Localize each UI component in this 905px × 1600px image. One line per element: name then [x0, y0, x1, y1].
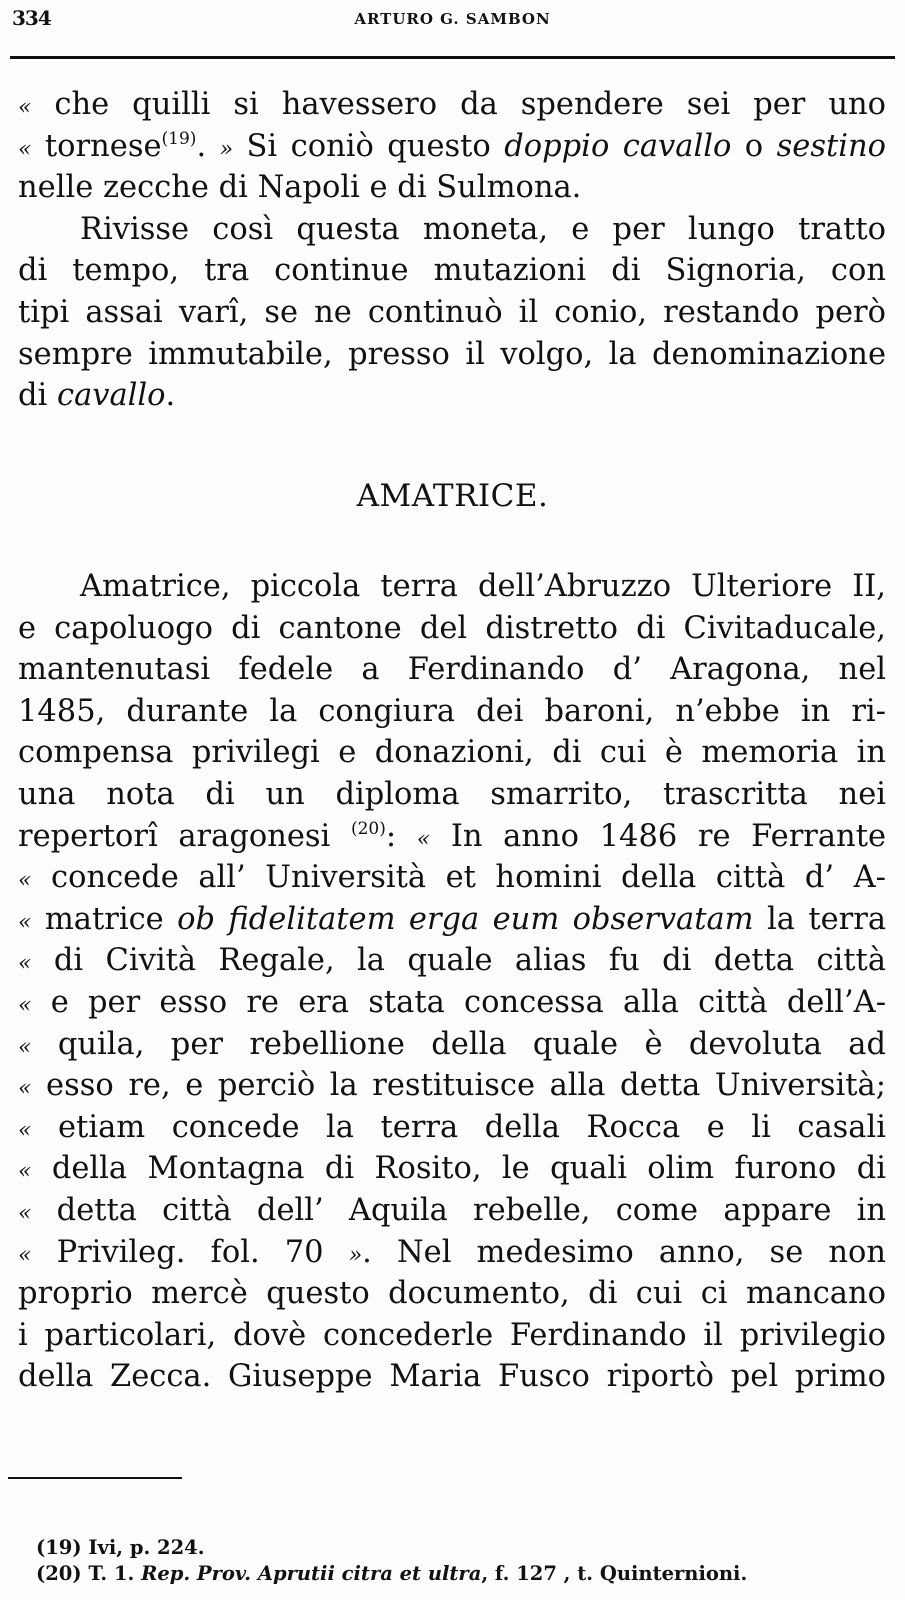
text-line [18, 816, 886, 858]
quote-mark: « [18, 1076, 32, 1102]
text-run: (19) Ivi, p. 224. [36, 1536, 205, 1559]
quote-mark: « [18, 95, 32, 120]
quote-mark: « [18, 136, 32, 162]
text-line [18, 1273, 886, 1315]
text-run: che quilli si havessero da spendere sei per uno [31, 87, 886, 122]
text-line [18, 940, 886, 982]
text-run: , f. 127 , t. Quinternioni. [481, 1562, 748, 1585]
italic-run: doppio cavallo [504, 128, 732, 164]
text-line [18, 334, 886, 376]
text-run: Rivisse così questa moneta, e per lungo tratto [80, 211, 886, 247]
paragraph-top [18, 84, 886, 417]
italic-run: ob fidelitatem erga eum observatam [177, 901, 754, 937]
text-run: concede all’ Università et homini della città d’ A- [31, 860, 886, 896]
header-rule [10, 56, 895, 59]
quote-mark: « [18, 1200, 32, 1226]
text-run: tornese [31, 128, 162, 164]
text-run: etiam concede la terra della Rocca e li casali [31, 1109, 886, 1145]
quote-mark: « [18, 1242, 32, 1268]
text-run: tipi assai varî, se ne continuò il conio, restando però [18, 294, 886, 330]
text-run: Amatrice, piccola terra dell’Abruzzo Ulteriore II, [80, 569, 886, 604]
quote-mark: « [18, 992, 32, 1018]
text-run: quila, per rebellione della quale è devoluta ad [31, 1026, 886, 1062]
text-line [18, 732, 886, 774]
text-run: mantenutasi fedele a Ferdinando d’ Aragona, nel [18, 652, 886, 688]
text-line [18, 1190, 886, 1232]
italic-run: sestino [776, 128, 886, 164]
text-run: repertorî aragonesi [18, 818, 351, 854]
quote-mark: « [18, 1159, 32, 1185]
text-line [18, 649, 886, 691]
text-line [18, 982, 886, 1024]
quote-mark: » [348, 1242, 363, 1268]
text-run: (20) T. 1. [36, 1562, 142, 1585]
text-line [18, 250, 886, 292]
text-run: di [18, 378, 57, 414]
text-run: Si coniò questo [233, 128, 505, 164]
running-head: ARTURO G. SAMBON [354, 10, 551, 28]
quote-mark: « [18, 868, 32, 894]
text-line [18, 1232, 886, 1274]
text-run: o [731, 128, 777, 164]
footnote-2 [36, 1561, 891, 1587]
text-run: In anno 1486 re Ferrante [430, 818, 886, 854]
footnote-1 [36, 1535, 891, 1561]
text-line [18, 566, 886, 608]
paragraph-amatrice [18, 566, 886, 1398]
text-line [18, 292, 886, 334]
footnotes [36, 1535, 891, 1587]
text-run: i particolari, dovè concederle Ferdinando il privilegio [18, 1317, 886, 1353]
text-run: e capoluogo di cantone del distretto di Civitaducale, [18, 610, 886, 646]
text-line [18, 774, 886, 816]
text-line [18, 375, 886, 417]
text-run: esso re, e perciò la restituisce alla detta Università; [31, 1068, 886, 1104]
text-run: : [385, 818, 417, 854]
quote-mark: « [18, 1117, 32, 1143]
text-line [18, 691, 886, 733]
text-run: . Nel medesimo anno, se non [362, 1234, 886, 1270]
text-run: della Zecca. Giuseppe Maria Fusco riportò pel primo [18, 1359, 886, 1395]
quote-mark: « [18, 909, 32, 935]
text-run: di Cività Regale, la quale alias fu di detta città [31, 943, 886, 979]
quote-mark: » [219, 136, 234, 162]
text-line [18, 857, 886, 899]
text-run: Privileg. fol. 70 [31, 1234, 349, 1270]
text-run: sempre immutabile, presso il volgo, la denominazione [18, 336, 886, 372]
quote-mark: « [18, 951, 32, 977]
text-line [18, 1024, 886, 1066]
text-run: la terra [753, 901, 887, 937]
text-run: . [196, 128, 220, 164]
italic-run: Rep. Prov. Aprutii citra et ultra [141, 1562, 482, 1585]
text-run: proprio mercè questo documento, di cui ci mancano [18, 1276, 886, 1312]
section-heading: AMATRICE. [356, 478, 549, 514]
text-run: detta città dell’ Aquila rebelle, come appare in [31, 1192, 886, 1228]
text-run: di tempo, tra continue mutazioni di Signoria, con [18, 253, 886, 289]
page-header [12, 6, 893, 46]
text-line [18, 209, 886, 251]
text-line [18, 608, 886, 650]
footnote-ref: (19) [161, 128, 197, 149]
text-run: 1485, durante la congiura dei baroni, n’ebbe in ri- [18, 693, 886, 729]
footnote-rule [8, 1477, 182, 1479]
text-run: una nota di un diploma smarrito, trascritta nei [18, 776, 886, 812]
text-line [18, 1315, 886, 1357]
text-line [18, 126, 886, 168]
text-line [18, 1107, 886, 1149]
text-line [18, 899, 886, 941]
text-line [18, 167, 886, 209]
quote-mark: « [18, 1034, 32, 1060]
text-run: . [165, 378, 176, 414]
text-run: nelle zecche di Napoli e di Sulmona. [18, 170, 582, 206]
text-run: della Montagna di Rosito, le quali olim furono di [31, 1151, 886, 1187]
text-line [18, 1356, 886, 1398]
italic-run: cavallo [56, 378, 166, 414]
page-number: 334 [12, 6, 51, 30]
quote-mark: « [416, 826, 431, 852]
text-line [18, 84, 886, 126]
text-run: compensa privilegi e donazioni, di cui è memoria in [18, 735, 886, 771]
footnote-ref: (20) [350, 818, 386, 839]
text-line [18, 1065, 886, 1107]
text-run: matrice [31, 901, 178, 937]
text-run: e per esso re era stata concessa alla città dell’A- [31, 984, 886, 1020]
text-line [18, 1148, 886, 1190]
